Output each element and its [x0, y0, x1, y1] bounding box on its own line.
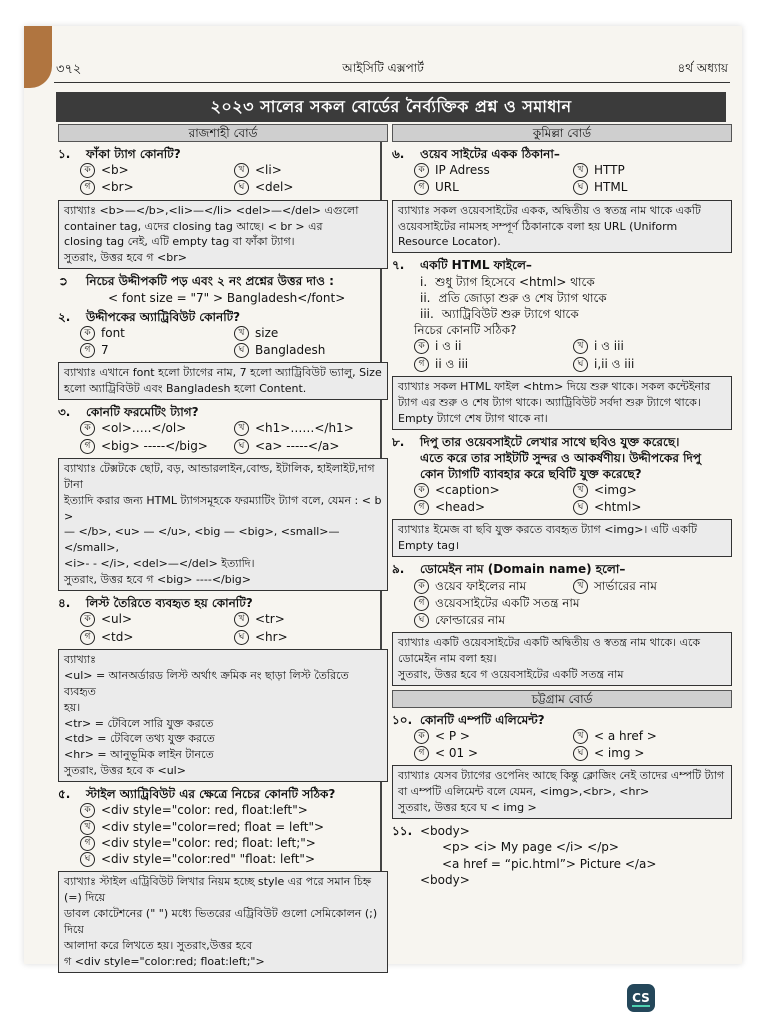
option-marker: ক: [414, 339, 429, 354]
explanation-line: ইত্যাদি করার জন্য HTML ট্যাগসমূহকে ফরম্যাটিং ট্যাগ বলে, যেমন : < b >: [64, 493, 382, 523]
explanation-line: ব্যাখ্যাঃ সকল HTML ফাইল <htm> দিয়ে শুরু থাকে। সকল কন্টেইনার: [398, 379, 711, 393]
explanation-line: ওয়েবসাইটের নামসহ সম্পূর্ণ ঠিকানাকে বলা হয় URL (Uniform: [398, 219, 678, 233]
option-marker: ঘ: [414, 613, 429, 628]
option-marker: খ: [573, 483, 588, 498]
board-heading-cumilla: কুমিল্লা বোর্ড: [392, 124, 732, 142]
option-marker: খ: [80, 820, 95, 835]
options: [392, 162, 732, 195]
explanation-line: <hr> = আনুভূমিক লাইন টানতে: [64, 748, 214, 762]
options: [58, 325, 388, 358]
option-c: [80, 438, 234, 454]
option-b: [573, 578, 732, 594]
option-marker: গ: [414, 500, 429, 515]
option-b: [573, 482, 732, 498]
explanation-line: আলাদা করে লিখতে হয়। সুতরাং,উত্তর হবে: [64, 938, 253, 952]
question-number: ২.: [58, 309, 71, 324]
question-number: ৮.: [392, 434, 405, 449]
option-a: [80, 162, 234, 178]
question-number: ৭.: [392, 258, 405, 273]
explanation-line: <i>- - </i>, <del>—</del> ইত্যাদি।: [64, 557, 255, 571]
options: [58, 611, 388, 644]
explanation-line: সুতরাং, উত্তর হবে ঘ < img >: [398, 801, 537, 815]
explanation-line: ট্যাগ এর শুরু ও শেষ ট্যাগ থাকে। অ্যাট্রিবিউট সর্বদা শুরু ট্যাগে থাকে।: [398, 395, 701, 409]
option-marker: ক: [80, 612, 95, 627]
statement-item: [420, 274, 732, 290]
option-a: [414, 162, 573, 178]
option-marker: ক: [414, 729, 429, 744]
option-a: [80, 802, 388, 818]
option-marker: ঘ: [234, 630, 249, 645]
question-8: [392, 434, 732, 450]
option-text: <div style="color: red, float:left">: [101, 803, 308, 818]
option-b: [573, 728, 732, 744]
stimulus-icon: ➲: [58, 274, 69, 289]
option-text: ওয়েবসাইটের একটি সতন্ত্র নাম: [435, 595, 580, 610]
option-marker: খ: [573, 163, 588, 178]
question-5: [58, 786, 388, 802]
option-marker: খ: [573, 579, 588, 594]
stimulus-instruction: [58, 273, 388, 289]
explanation-line: ব্যাখ্যাঃ: [64, 652, 96, 666]
option-b: [234, 325, 388, 341]
left-column: [58, 124, 388, 977]
option-d: [234, 629, 388, 645]
option-text: <head>: [435, 500, 486, 515]
statement-number: ii.: [420, 290, 431, 305]
option-marker: খ: [573, 729, 588, 744]
explanation-line: <td> = টেবিলে তথ্য যুক্ত করতে: [64, 732, 215, 746]
option-text: Bangladesh: [255, 343, 326, 358]
statement-list: [392, 274, 732, 323]
option-b: [573, 338, 732, 354]
option-marker: ক: [414, 579, 429, 594]
question-text: স্টাইল অ্যাট্রিবিউট এর ক্ষেত্রে নিচের কোনটি সঠিক?: [86, 787, 336, 802]
statement-number: iii.: [420, 306, 434, 321]
explanation-line: <ul> = আনঅর্ডারড লিস্ট অর্থাৎ ক্রমিক নং ছাড়া লিস্ট তৈরিতে ব্যবহৃত: [64, 668, 349, 698]
option-d: [80, 851, 388, 867]
options: [58, 420, 388, 453]
code-line: <p> <i> My page </i> </p>: [442, 840, 619, 855]
question-number: ৯.: [392, 562, 405, 577]
option-text: IP Adress: [435, 163, 490, 178]
option-text: <div style="color: red; float: left;">: [101, 835, 316, 850]
question-10: [392, 712, 732, 728]
header-rule: [54, 82, 730, 83]
explanation-box: [58, 871, 388, 973]
option-c: [80, 835, 388, 851]
explanation-line: ব্যাখ্যাঃ যেসব ট্যাগের ওপেনিং আছে কিন্তু ক্লোজিং নেই তাদের এম্পটি ট্যাগ: [398, 769, 725, 783]
option-text: < img >: [594, 746, 645, 761]
question-6: [392, 146, 732, 162]
options: [58, 162, 388, 195]
option-marker: গ: [414, 180, 429, 195]
question-number: ৫.: [58, 787, 71, 802]
explanation-line: container tag, এদের closing tag আছে। < br > এর: [64, 219, 323, 233]
option-marker: গ: [80, 836, 95, 851]
option-marker: ঘ: [234, 180, 249, 195]
options: [58, 802, 388, 867]
statement-text: প্রতি জোড়া শুরু ও শেষ ট্যাগ থাকে: [438, 290, 607, 305]
option-marker: ক: [80, 326, 95, 341]
option-a: [80, 611, 234, 627]
options: [392, 728, 732, 761]
option-marker: ঘ: [573, 500, 588, 515]
option-text: i ও ii: [435, 339, 462, 354]
option-text: 7: [101, 343, 109, 358]
question-4: [58, 595, 388, 611]
explanation-line: Empty tag।: [398, 539, 460, 553]
question-number: ৪.: [58, 596, 71, 611]
question-number: ১১.: [392, 824, 413, 839]
option-text: <tr>: [255, 612, 285, 627]
section-banner: ২০২৩ সালের সকল বোর্ডের নৈর্ব্যক্তিক প্রশ্ন ও সমাধান: [56, 92, 726, 122]
explanation-line: গ <div style="color:red; float:left;">: [64, 954, 265, 968]
option-a: [414, 338, 573, 354]
options: [392, 482, 732, 515]
option-text: i ও iii: [594, 339, 624, 354]
explanation-line: হলো অ্যাট্রিবিউট এবং Bangladesh হলো Content.: [64, 382, 307, 396]
explanation-box: [392, 519, 732, 557]
option-marker: গ: [80, 343, 95, 358]
option-marker: ক: [80, 803, 95, 818]
explanation-box: [392, 200, 732, 254]
explanation-box: [58, 362, 388, 400]
option-c: [80, 342, 234, 358]
option-d: [573, 179, 732, 195]
question-number: ১.: [58, 147, 71, 161]
option-b: [234, 420, 388, 436]
option-marker: ক: [414, 163, 429, 178]
explanation-line: সুতরাং, উত্তর হবে ক <ul>: [64, 764, 186, 778]
option-b: [80, 819, 388, 835]
option-marker: ঘ: [80, 852, 95, 867]
question-prompt: নিচের কোনটি সঠিক?: [414, 323, 517, 338]
option-marker: খ: [234, 421, 249, 436]
option-marker: ক: [414, 483, 429, 498]
explanation-line: সুতরাং, উত্তর হবে গ <big> ----</big>: [64, 573, 251, 587]
option-text: <hr>: [255, 629, 288, 644]
option-marker: ঘ: [573, 746, 588, 761]
option-marker: খ: [234, 612, 249, 627]
question-text: কোনটি ফরমেটিং ট্যাগ?: [86, 405, 199, 420]
question-text: ফাঁকা ট্যাগ কোনটি?: [86, 147, 181, 161]
book-page: [24, 26, 742, 968]
option-c: [414, 356, 573, 372]
badge-text: CS: [632, 991, 650, 1005]
explanation-line: হয়।: [64, 700, 81, 714]
explanation-line: ডাবল কোটেশনের (" ") মধ্যে ভিতরের এট্রিবিউট গুলো সেমিকোলন (;) দিয়ে: [64, 907, 378, 936]
option-d: [234, 342, 388, 358]
option-text: <td>: [101, 629, 134, 644]
board-heading-rajshahi: রাজশাহী বোর্ড: [58, 124, 388, 142]
option-b: [573, 162, 732, 178]
option-text: < P >: [435, 729, 470, 744]
option-text: i,ii ও iii: [594, 356, 635, 371]
explanation-line: ব্যাখ্যাঃ টেক্সটকে ছোট, বড়, আন্ডারলাইন,বোল্ড, ইটালিক, হাইলাইট,দাগ টানা: [64, 461, 375, 491]
statement-text: অ্যাট্রিবিউট শুরু ট্যাগে থাকে: [441, 306, 579, 321]
question-text: উদ্দীপকের অ্যাট্রিবিউট কোনটি?: [86, 309, 241, 324]
option-marker: ঘ: [573, 180, 588, 195]
option-d: [234, 438, 388, 454]
book-title: আইসিটি এক্সপার্ট: [342, 61, 424, 75]
option-text: <h1>……</h1>: [255, 421, 354, 436]
explanation-line: Empty ট্যাগে শেষ ট্যাগ থাকে না।: [398, 411, 548, 425]
question-2: [58, 309, 388, 325]
explanation-line: ব্যাখ্যাঃ একটি ওয়েবসাইটের একটি অদ্বিতীয় ও স্বতন্ত্র নাম থাকে। একে: [398, 636, 701, 650]
question-text-line: কোন ট্যাগটি ব্যাবহার করে ছবিটি যুক্ত করেছে?: [420, 466, 642, 481]
option-marker: ঘ: [234, 343, 249, 358]
option-text: URL: [435, 180, 459, 195]
option-d: [234, 179, 388, 195]
question-7: [392, 257, 732, 273]
option-text: <html>: [594, 500, 642, 515]
question-text: লিস্ট তৈরিতে ব্যবহৃত হয় কোনটি?: [86, 596, 253, 611]
question-9: [392, 561, 732, 577]
question-3: [58, 404, 388, 420]
option-text: <img>: [594, 483, 637, 498]
option-b: [234, 162, 388, 178]
option-text: <caption>: [435, 483, 500, 498]
option-marker: খ: [234, 163, 249, 178]
question-number: ৩.: [58, 405, 71, 420]
option-text: সার্ভারের নাম: [594, 578, 657, 593]
option-marker: গ: [414, 357, 429, 372]
explanation-line: সুতরাং, উত্তর হবে গ <br>: [64, 251, 187, 265]
explanation-line: ব্যাখ্যাঃ <b>—</b>,<li>—</li> <del>—</del> এগুলো: [64, 203, 359, 217]
option-text: <a> -----</a>: [255, 438, 340, 453]
option-a: [414, 728, 573, 744]
option-d: [573, 745, 732, 761]
explanation-box: [58, 649, 388, 783]
option-marker: গ: [80, 180, 95, 195]
explanation-line: ব্যাখ্যাঃ স্টাইল এট্রিবিউট লিখার নিয়ম হচ্ছে style এর পরে সমান চিহ্ন (=) দিয়ে: [64, 875, 372, 905]
options: [392, 338, 732, 371]
explanation-line: — </b>, <u> — </u>, <big — <big>, <small>—</small>,: [64, 525, 340, 555]
option-text: <ul>: [101, 612, 133, 627]
option-a: [414, 578, 573, 594]
stimulus-code: < font size = "7" > Bangladesh</font>: [108, 290, 346, 305]
option-text: <big> -----</big>: [101, 438, 208, 453]
question-text: ডোমেইন নাম (Domain name) হলো–: [420, 562, 626, 577]
option-c: [80, 179, 234, 195]
question-number: ৬.: [392, 147, 405, 161]
explanation-line: ব্যাখ্যাঃ এখানে font হলো ট্যাগের নাম, 7 হলো অ্যাট্রিবিউট ভ্যালু, Size: [64, 366, 382, 380]
question-number: ১০.: [392, 712, 413, 727]
explanation-line: Resource Locator).: [398, 235, 501, 249]
code-line: <body>: [420, 824, 470, 839]
statement-item: [420, 290, 732, 306]
page-number: ৩৭২: [56, 62, 82, 77]
option-marker: ক: [80, 421, 95, 436]
option-text: <div style="color:red" "float: left">: [101, 852, 316, 866]
explanation-box: [58, 200, 388, 270]
explanation-box: [392, 632, 732, 686]
question-text: ওয়েব সাইটের একক ঠিকানা–: [420, 147, 560, 161]
option-a: [80, 420, 234, 436]
explanation-line: <tr> = টেবিলে সারি যুক্ত করতে: [64, 716, 214, 730]
option-text: HTTP: [594, 163, 625, 178]
option-text: <div style="color=red; float = left">: [101, 819, 325, 834]
option-text: ফোল্ডারের নাম: [435, 612, 506, 627]
option-marker: ক: [80, 163, 95, 178]
question-text-line: এতে করে তার সাইটটি সুন্দর ও আকর্ষণীয়। উদ্দীপকের দিপু: [420, 450, 701, 465]
option-marker: গ: [80, 439, 95, 454]
option-marker: গ: [414, 746, 429, 761]
option-text: ii ও iii: [435, 356, 469, 371]
stimulus-text: নিচের উদ্দীপকটি পড় এবং ২ নং প্রশ্নের উত্তর দাও :: [86, 274, 334, 289]
option-d: [573, 356, 732, 372]
camscanner-badge: [627, 984, 655, 1012]
code-line: <body>: [420, 872, 470, 887]
explanation-box: [58, 458, 388, 592]
explanation-line: ব্যাখ্যাঃ সকল ওয়েবসাইটের একক, অদ্বিতীয় ও স্বতন্ত্র নাম থাকে একটি: [398, 203, 701, 217]
option-text: <b>: [101, 163, 129, 178]
option-marker: ঘ: [234, 439, 249, 454]
explanation-line: বা এম্পটি এলিমেন্ট বলে যেমন, <img>,<br>, <hr>: [398, 785, 650, 799]
option-c: [414, 499, 573, 515]
option-text: <ol>…..</ol>: [101, 421, 187, 436]
option-marker: খ: [573, 339, 588, 354]
question-text: একটি HTML ফাইলে–: [420, 258, 532, 273]
question-text: কোনটি এম্পটি এলিমেন্ট?: [420, 712, 545, 727]
statement-item: [420, 306, 732, 322]
explanation-line: closing tag নেই, এটি empty tag বা ফাঁকা ট্যাগ।: [64, 235, 295, 249]
option-text: < 01 >: [435, 746, 479, 761]
explanation-line: সুতরাং, উত্তর হবে গ ওয়েবসাইটের একটি সতন্ত্র নাম: [398, 667, 624, 681]
statement-number: i.: [420, 274, 428, 289]
explanation-box: [392, 376, 732, 430]
statement-text: শুধু ট্যাগ হিসেবে <html> থাকে: [435, 274, 595, 289]
option-text: HTML: [594, 180, 628, 195]
question-11: [392, 823, 732, 839]
code-line: <a href = “pic.html”> Picture </a>: [442, 856, 657, 871]
option-a: [80, 325, 234, 341]
option-d: [573, 499, 732, 515]
option-c: [414, 745, 573, 761]
explanation-box: [392, 765, 732, 819]
right-column: [392, 124, 732, 888]
option-c: [414, 595, 732, 611]
option-marker: ঘ: [573, 357, 588, 372]
chapter-label: ৪র্থ অধ্যায়: [677, 61, 728, 75]
option-marker: গ: [414, 596, 429, 611]
option-b: [234, 611, 388, 627]
option-c: [80, 629, 234, 645]
question-1: [58, 146, 388, 162]
option-a: [414, 482, 573, 498]
option-text: < a href >: [594, 729, 657, 744]
option-text: font: [101, 325, 125, 340]
option-text: <br>: [101, 180, 134, 195]
option-d: [414, 612, 732, 628]
option-text: size: [255, 325, 279, 340]
options: [392, 578, 732, 629]
option-marker: খ: [234, 326, 249, 341]
option-c: [414, 179, 573, 195]
option-text: <li>: [255, 163, 282, 178]
question-text: দিপু তার ওয়েবসাইটে লেখার সাথে ছবিও যুক্ত করেছে।: [420, 434, 680, 449]
explanation-line: ডোমেইন নাম বলা হয়।: [398, 652, 497, 665]
option-marker: গ: [80, 630, 95, 645]
option-text: <del>: [255, 180, 294, 195]
option-text: ওয়েব ফাইলের নাম: [435, 578, 527, 593]
board-heading-chattogram: চট্টগ্রাম বোর্ড: [392, 690, 732, 708]
explanation-line: ব্যাখ্যাঃ ইমেজ বা ছবি যুক্ত করতে ব্যবহৃত ট্যাগ <img>। এটি একটি: [398, 523, 698, 537]
